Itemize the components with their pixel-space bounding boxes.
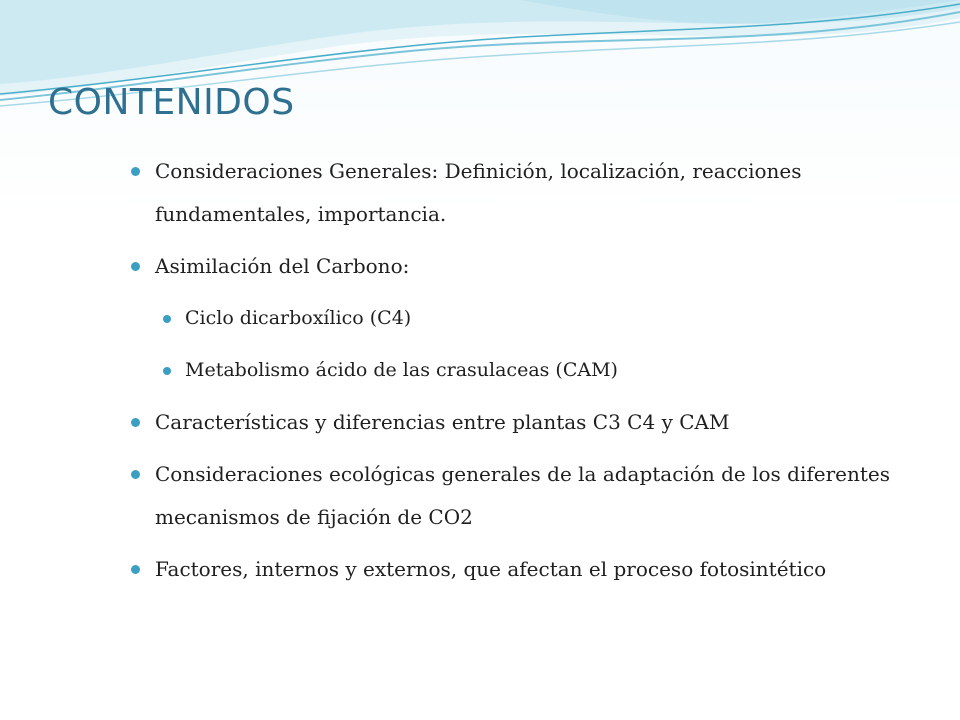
bullet-item <box>0 401 960 444</box>
bullet-item <box>0 548 960 591</box>
sub-bullet-text: Ciclo dicarboxílico (C4) <box>185 307 412 329</box>
bullet-dot-icon <box>131 262 140 271</box>
bullet-dot-icon <box>131 565 140 574</box>
sub-bullet-dot-icon <box>163 367 171 375</box>
bullet-text: Factores, internos y externos, que afectan el proceso fotosintético <box>155 557 827 581</box>
sub-bullet-item <box>0 349 960 392</box>
bullet-item <box>0 453 960 539</box>
bullet-dot-icon <box>131 418 140 427</box>
bullet-item <box>0 245 960 288</box>
sub-bullet-item <box>0 297 960 340</box>
bullet-text: Consideraciones Generales: Definición, localización, reacciones fundamentales, importancia. <box>155 159 802 226</box>
bullet-text: Características y diferencias entre plantas C3 C4 y CAM <box>155 410 730 434</box>
sub-bullet-dot-icon <box>163 315 171 323</box>
sub-bullet-text: Metabolismo ácido de las crasulaceas (CAM) <box>185 359 618 381</box>
bullet-item <box>0 150 960 236</box>
slide-title: CONTENIDOS <box>48 82 295 123</box>
bullet-text: Consideraciones ecológicas generales de la adaptación de los diferentes mecanismos de fijación de CO2 <box>155 462 891 529</box>
bullet-dot-icon <box>131 470 140 479</box>
content-bullet-list <box>0 150 960 600</box>
bullet-dot-icon <box>131 167 140 176</box>
bullet-text: Asimilación del Carbono: <box>155 254 410 278</box>
